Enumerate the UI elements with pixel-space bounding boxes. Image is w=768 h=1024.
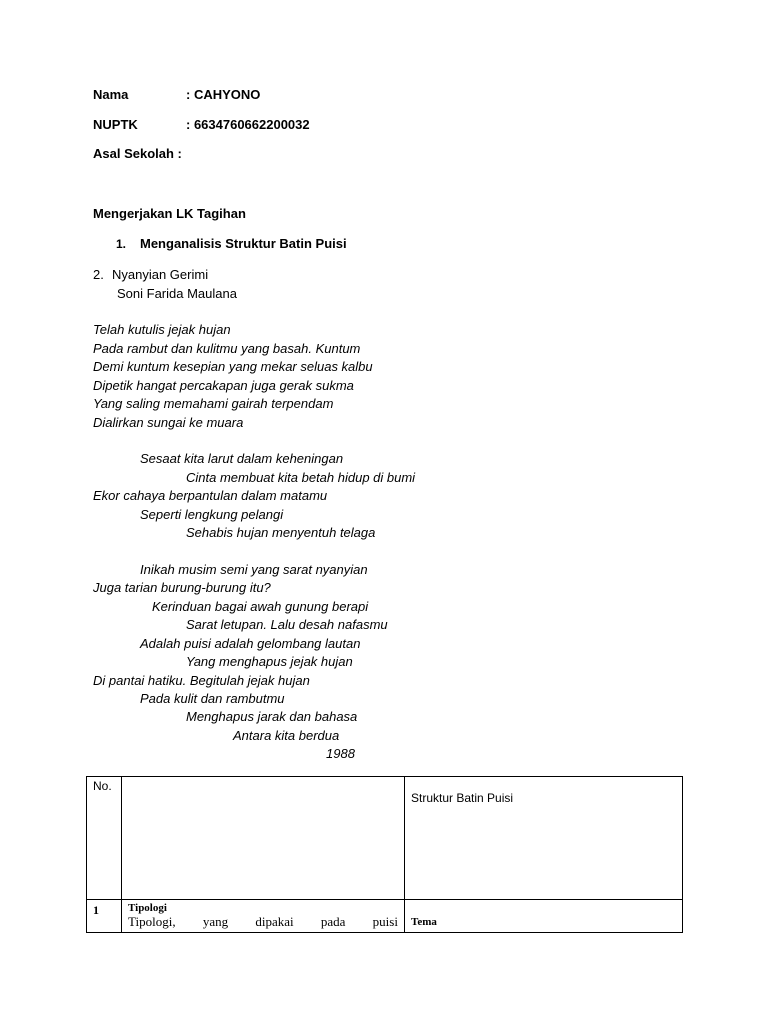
poem-line: Telah kutulis jejak hujan [93, 322, 231, 337]
poem-line: Pada kulit dan rambutmu [140, 691, 285, 706]
poem-line: Dipetik hangat percakapan juga gerak sukma [93, 378, 354, 393]
header-col3-text: Struktur Batin Puisi [411, 791, 514, 805]
nama-label: Nama [93, 87, 129, 102]
row-cell-struktur [405, 900, 683, 933]
nama-value: : CAHYONO [186, 87, 261, 102]
poem-line: Dialirkan sungai ke muara [93, 415, 244, 430]
row-title-text: Tipologi [128, 902, 167, 914]
poem-line: Pada rambut dan kulitmu yang basah. Kuntum [93, 341, 361, 356]
poem-line: Inikah musim semi yang sarat nyanyian [140, 562, 368, 577]
poem-line: Ekor cahaya berpantulan dalam matamu [93, 488, 328, 503]
header-cell-2 [122, 777, 405, 900]
row-cell-no [87, 900, 122, 933]
poem-author: Soni Farida Maulana [117, 286, 237, 301]
poem-line: Yang saling memahami gairah terpendam [93, 396, 334, 411]
header-cell-3 [405, 777, 683, 900]
poem-line: Di pantai hatiku. Begitulah jejak hujan [93, 673, 310, 688]
poem-line: Adalah puisi adalah gelombang lautan [140, 636, 361, 651]
poem-title: Nyanyian Gerimi [112, 267, 209, 282]
row-no-text: 1 [93, 903, 99, 917]
poem-line: Menghapus jarak dan bahasa [186, 709, 358, 724]
task-item-label: Menganalisis Struktur Batin Puisi [140, 236, 347, 251]
poem-line: Demi kuntum kesepian yang mekar seluas kalbu [93, 359, 373, 374]
poem-line: Antara kita berdua [233, 728, 340, 743]
poem-number: 2. [93, 267, 104, 282]
header-col2-text [122, 777, 404, 781]
header-no-text: No. [93, 779, 112, 793]
poem-line: Juga tarian burung-burung itu? [93, 580, 271, 595]
poem-year: 1988 [326, 746, 355, 761]
poem-line: Kerinduan bagai awah gunung berapi [152, 599, 369, 614]
row-word: Tipologi, [128, 914, 176, 929]
poem-line: Sesaat kita larut dalam keheningan [140, 451, 344, 466]
analysis-table [86, 776, 683, 933]
asal-sekolah-label: Asal Sekolah : [93, 146, 182, 161]
row-word: puisi [372, 914, 398, 929]
task-title: Mengerjakan LK Tagihan [93, 206, 246, 221]
poem-line: Sarat letupan. Lalu desah nafasmu [186, 617, 388, 632]
nuptk-label: NUPTK [93, 117, 138, 132]
poem-line: Seperti lengkung pelangi [140, 507, 284, 522]
row-word: pada [320, 914, 346, 929]
table-header-row [87, 777, 683, 900]
task-item-number: 1. [116, 237, 127, 251]
row-word: dipakai [255, 914, 294, 929]
poem-line: Yang menghapus jejak hujan [186, 654, 353, 669]
row-cell-desc [122, 900, 405, 933]
nuptk-value: : 6634760662200032 [186, 117, 310, 132]
header-cell-no [87, 777, 122, 900]
table-row [87, 900, 683, 933]
row-description [128, 914, 398, 930]
poem-line: Sehabis hujan menyentuh telaga [186, 525, 376, 540]
row-col3-text: Tema [411, 916, 437, 928]
row-word: yang [202, 914, 229, 929]
poem-line: Cinta membuat kita betah hidup di bumi [186, 470, 416, 485]
